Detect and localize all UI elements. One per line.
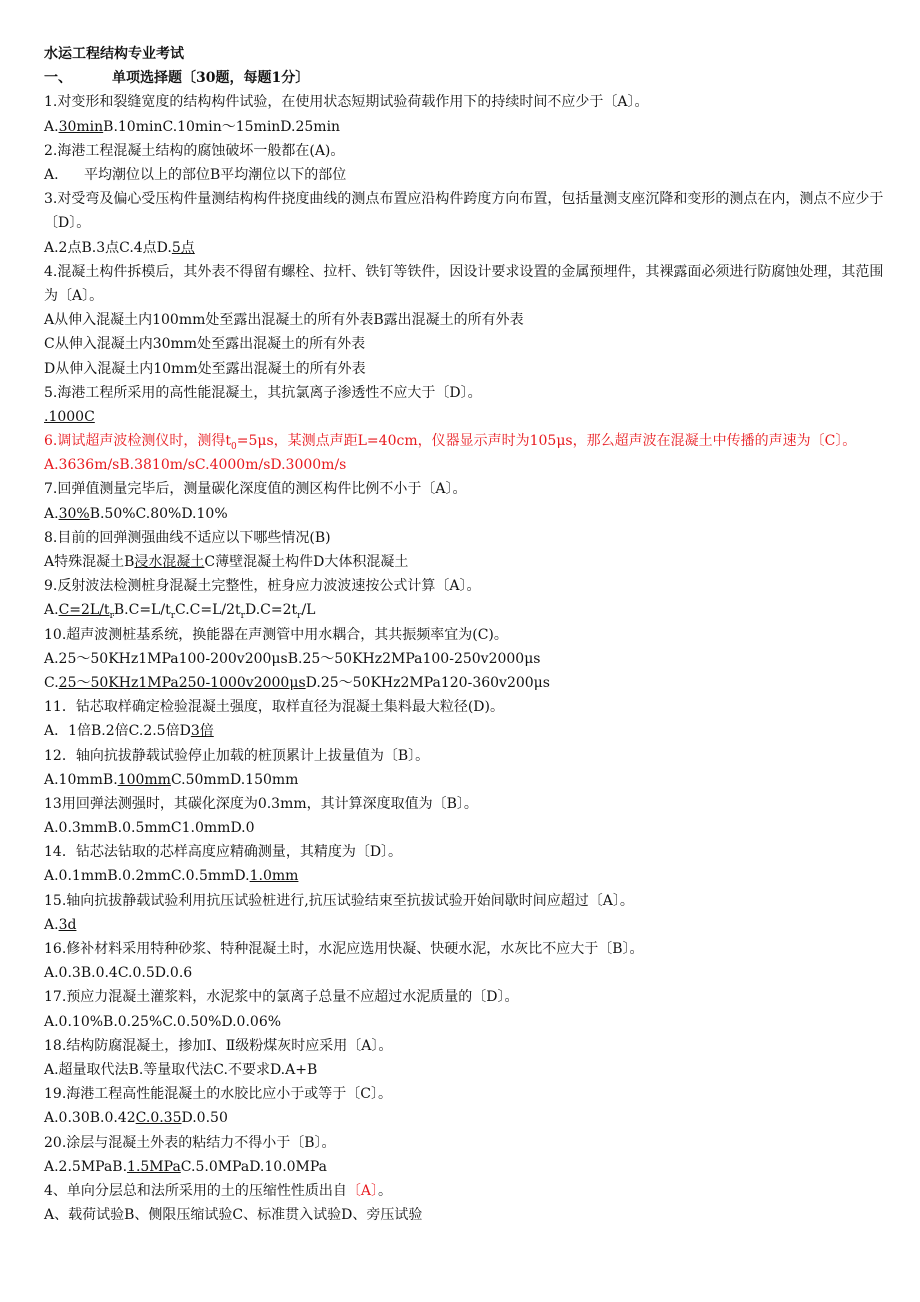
question-1-options xyxy=(44,115,884,139)
question-18-options: A.超量取代法B.等量取代法C.不要求D.A+B xyxy=(44,1061,318,1078)
question-7-options xyxy=(44,502,884,526)
option-prefix: A.2.5MPaB. xyxy=(44,1158,128,1175)
answer-underlined: 浸水混凝土 xyxy=(134,554,205,571)
question-2-stem: 2.海港工程混凝土结构的腐蚀破坏一般都在(A)。 xyxy=(44,142,345,159)
question-12-stem: 12．轴向抗拔静载试验停止加载的桩顶累计上拔量值为〔B〕。 xyxy=(44,747,430,764)
answer-underlined: C.0.35 xyxy=(135,1110,182,1127)
question-13-options: A.0.3mmB.0.5mmC1.0mmD.0 xyxy=(44,820,255,837)
question-6-options: A.3636m/sB.3810m/sC.4000m/sD.3000m/s xyxy=(44,457,347,474)
question-6-stem xyxy=(44,429,884,453)
option-prefix: C. xyxy=(44,674,59,691)
stem-end: 。 xyxy=(378,1182,393,1199)
option-prefix: A. xyxy=(44,505,59,522)
question-15-stem: 15.轴向抗拔静载试验利用抗压试验桩进行,抗压试验结束至抗拔试验开始间歇时间应超过〔A〕。 xyxy=(44,892,634,909)
option-rest: B.50%C.80%D.10% xyxy=(89,505,228,522)
question-10-option-2 xyxy=(44,671,884,695)
subscript: r xyxy=(109,611,114,622)
document-title: 水运工程结构专业考试 xyxy=(44,46,184,62)
answer-underlined: .1000C xyxy=(44,408,95,425)
question-20-stem: 20.涂层与混凝土外表的粘结力不得小于〔B〕。 xyxy=(44,1134,336,1151)
answer-underlined: 30% xyxy=(58,505,90,522)
stem-text: 4、单向分层总和法所采用的土的压缩性性质出自 xyxy=(44,1182,347,1199)
stem-part-2: =5μs，某测点声距L=40cm，仪器显示声时为105μs，那么超声波在混凝土中传播的声速为〔C〕。 xyxy=(236,433,857,450)
question-4-option-2: C从伸入混凝土内30mm处至露出混凝土的所有外表 xyxy=(44,336,366,353)
formula-d: D.C=2t xyxy=(244,602,298,619)
question-7-stem: 7.回弹值测量完毕后，测量碳化深度值的测区构件比例不小于〔A〕。 xyxy=(44,481,467,498)
question-10-stem: 10.超声波测桩基系统，换能器在声测管中用水耦合，其共振频率宜为(C)。 xyxy=(44,626,508,643)
answer-underlined: 100mm xyxy=(117,771,171,788)
subscript: r xyxy=(240,611,245,622)
question-5-options xyxy=(44,405,884,429)
answer-underlined: 30min xyxy=(58,118,104,135)
option-prefix: A.0.30B.0.42 xyxy=(44,1110,136,1127)
question-12-options xyxy=(44,768,884,792)
answer-underlined: 5点 xyxy=(171,239,195,256)
question-11-stem: 11．钻芯取样确定检验混凝土强度，取样直径为混凝土集料最大粒径(D)。 xyxy=(44,699,504,716)
question-2-options xyxy=(44,163,884,187)
option-prefix: A.10mmB. xyxy=(44,771,118,788)
answer-underlined: 1.5MPa xyxy=(127,1158,181,1175)
question-10-option-1: A.25～50KHz1MPa100-200v200μsB.25～50KHz2MPa100-250v2000μs xyxy=(44,650,541,667)
option-rest: C.50mmD.150mm xyxy=(170,771,299,788)
option-prefix: A特殊混凝土B xyxy=(44,554,135,571)
formula-end: /L xyxy=(301,602,316,619)
answer-underlined: 1.0mm xyxy=(249,868,299,885)
question-14-stem: 14．钻芯法钻取的芯样高度应精确测量，其精度为〔D〕。 xyxy=(44,844,403,861)
answer-highlight: 〔A〕 xyxy=(346,1182,379,1199)
question-18-stem: 18.结构防腐混凝土，掺加Ⅰ、Ⅱ级粉煤灰时应采用〔A〕。 xyxy=(44,1037,393,1054)
option-rest: C.5.0MPaD.10.0MPa xyxy=(180,1158,328,1175)
option-rest: B.10minC.10min～15minD.25min xyxy=(103,118,341,135)
question-9-options xyxy=(44,598,884,622)
option-prefix: A．1倍B.2倍C.2.5倍D xyxy=(44,723,191,740)
answer-underlined xyxy=(58,602,114,622)
question-4b-stem xyxy=(44,1179,884,1203)
option-rest: C薄壁混凝土构件D大体积混凝土 xyxy=(204,554,409,571)
option-prefix: A.0.1mmB.0.2mmC.0.5mmD. xyxy=(44,868,250,885)
option-prefix: A. xyxy=(44,602,59,619)
answer-underlined: 3d xyxy=(58,916,77,933)
question-11-options xyxy=(44,719,884,743)
subscript: r xyxy=(170,611,176,622)
answer-underlined: 25～50KHz1MPa250-1000v2000μs xyxy=(58,674,306,691)
question-19-options xyxy=(44,1106,884,1130)
question-4-option-3: D从伸入混凝土内10mm处至露出混凝土的所有外表 xyxy=(44,360,366,377)
subscript: r xyxy=(297,611,302,622)
answer-underlined: 3倍 xyxy=(190,723,214,740)
section-number: 一、 xyxy=(44,70,72,87)
question-5-stem: 5.海港工程所采用的高性能混凝土，其抗氯离子渗透性不应大于〔D〕。 xyxy=(44,384,482,401)
question-3-stem: 3.对受弯及偏心受压构件量测结构构件挠度曲线的测点布置应沿构件跨度方向布置，包括量测支座沉降和变形的测点在内，测点不应少于〔D〕。 xyxy=(44,191,884,232)
option-label: A. xyxy=(44,166,59,183)
stem-part-1: 6.调试超声波检测仪时，测得t xyxy=(44,433,231,450)
question-8-options xyxy=(44,550,884,574)
question-4b-options: A、载荷试验B、侧限压缩试验C、标准贯入试验D、旁压试验 xyxy=(44,1207,423,1224)
question-3-options xyxy=(44,236,884,260)
question-9-stem: 9.反射波法检测桩身混凝土完整性，桩身应力波波速按公式计算〔A〕。 xyxy=(44,578,481,595)
formula-b: B.C=L/t xyxy=(113,602,171,619)
document-page xyxy=(44,42,884,1227)
question-14-options xyxy=(44,864,884,888)
question-20-options xyxy=(44,1155,884,1179)
question-8-stem: 8.目前的回弹测强曲线不适应以下哪些情况(B) xyxy=(44,529,331,546)
question-19-stem: 19.海港工程高性能混凝土的水胶比应小于或等于〔C〕。 xyxy=(44,1086,392,1103)
question-13-stem: 13用回弹法测强时，其碳化深度为0.3mm，其计算深度取值为〔B〕。 xyxy=(44,795,478,812)
formula-a: C=2L/t xyxy=(58,602,110,619)
question-4-option-1: A从伸入混凝土内100mm处至露出混凝土的所有外表B露出混凝土的所有外表 xyxy=(44,312,524,329)
option-prefix: A. xyxy=(44,118,59,135)
option-prefix: A.2点B.3点C.4点D. xyxy=(44,239,172,256)
question-17-stem: 17.预应力混凝土灌浆料，水泥浆中的氯离子总量不应超过水泥质量的〔D〕。 xyxy=(44,989,519,1006)
option-text: 平均潮位以上的部位B平均潮位以下的部位 xyxy=(84,166,347,183)
question-16-options: A.0.3B.0.4C.0.5D.0.6 xyxy=(44,965,193,982)
question-16-stem: 16.修补材料采用特种砂浆、特种混凝土时，水泥应选用快凝、快硬水泥，水灰比不应大于〔B〕。 xyxy=(44,941,644,958)
section-heading xyxy=(44,66,884,90)
option-rest: D.25～50KHz2MPa120-360v200μs xyxy=(305,674,550,691)
formula-c: C.C=L/2t xyxy=(175,602,241,619)
subscript: 0 xyxy=(230,441,237,452)
question-15-options xyxy=(44,913,884,937)
option-rest: D.0.50 xyxy=(181,1110,228,1127)
question-17-options: A.0.10%B.0.25%C.0.50%D.0.06% xyxy=(44,1013,282,1030)
option-prefix: A. xyxy=(44,916,59,933)
question-4-stem: 4.混凝土构件拆模后，其外表不得留有螺栓、拉杆、铁钉等铁件，因设计要求设置的金属预埋件，其裸露面必须进行防腐蚀处理，其范围为〔A〕。 xyxy=(44,263,884,304)
question-1-stem: 1.对变形和裂缝宽度的结构构件试验，在使用状态短期试验荷载作用下的持续时间不应少于〔A〕。 xyxy=(44,94,649,111)
section-title: 单项选择题〔30题，每题1分〕 xyxy=(112,70,310,87)
